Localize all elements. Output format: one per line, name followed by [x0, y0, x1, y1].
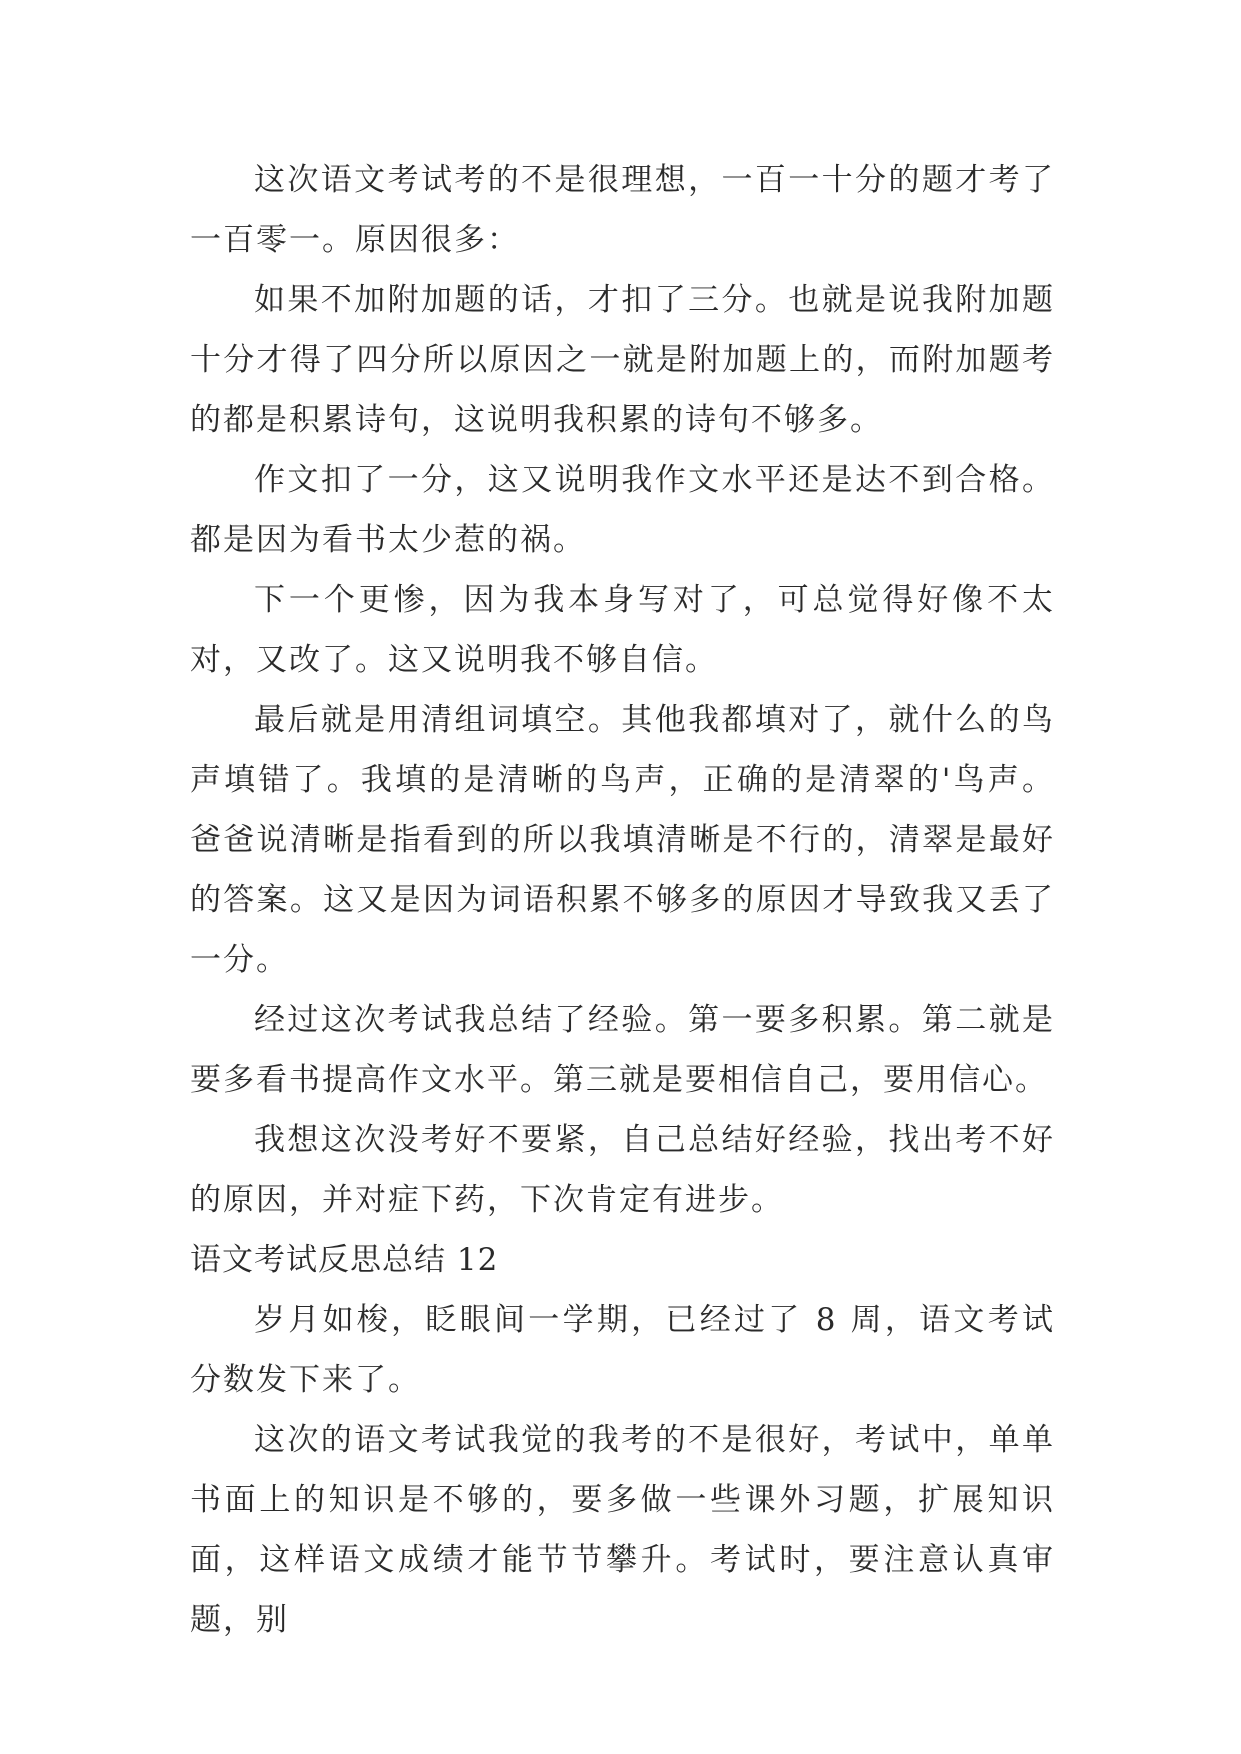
paragraph: 这次的语文考试我觉的我考的不是很好，考试中，单单书面上的知识是不够的，要多做一些课外习题，扩展知识面，这样语文成绩才能节节攀升。考试时，要注意认真审题，别 — [190, 1422, 1055, 1638]
document-body — [190, 150, 1055, 1650]
section-heading: 语文考试反思总结 12 — [190, 1242, 499, 1278]
paragraph: 经过这次考试我总结了经验。第一要多积累。第二就是要多看书提高作文水平。第三就是要相信自己，要用信心。 — [190, 1002, 1055, 1098]
paragraph: 下一个更惨，因为我本身写对了，可总觉得好像不太对，又改了。这又说明我不够自信。 — [190, 582, 1055, 678]
paragraph: 我想这次没考好不要紧，自己总结好经验，找出考不好的原因，并对症下药，下次肯定有进步。 — [190, 1122, 1055, 1218]
paragraph: 这次语文考试考的不是很理想，一百一十分的题才考了一百零一。原因很多： — [190, 162, 1055, 258]
paragraph: 如果不加附加题的话，才扣了三分。也就是说我附加题十分才得了四分所以原因之一就是附加题上的，而附加题考的都是积累诗句，这说明我积累的诗句不够多。 — [190, 282, 1055, 438]
paragraph: 最后就是用清组词填空。其他我都填对了，就什么的鸟声填错了。我填的是清晰的鸟声，正确的是清翠的'鸟声。爸爸说清晰是指看到的所以我填清晰是不行的，清翠是最好的答案。这又是因为词语积累不够多的原因才导致我又丢了一分。 — [190, 702, 1055, 978]
paragraph: 岁月如梭，眨眼间一学期，已经过了 8 周，语文考试分数发下来了。 — [190, 1302, 1055, 1398]
paragraph: 作文扣了一分，这又说明我作文水平还是达不到合格。都是因为看书太少惹的祸。 — [190, 462, 1055, 558]
